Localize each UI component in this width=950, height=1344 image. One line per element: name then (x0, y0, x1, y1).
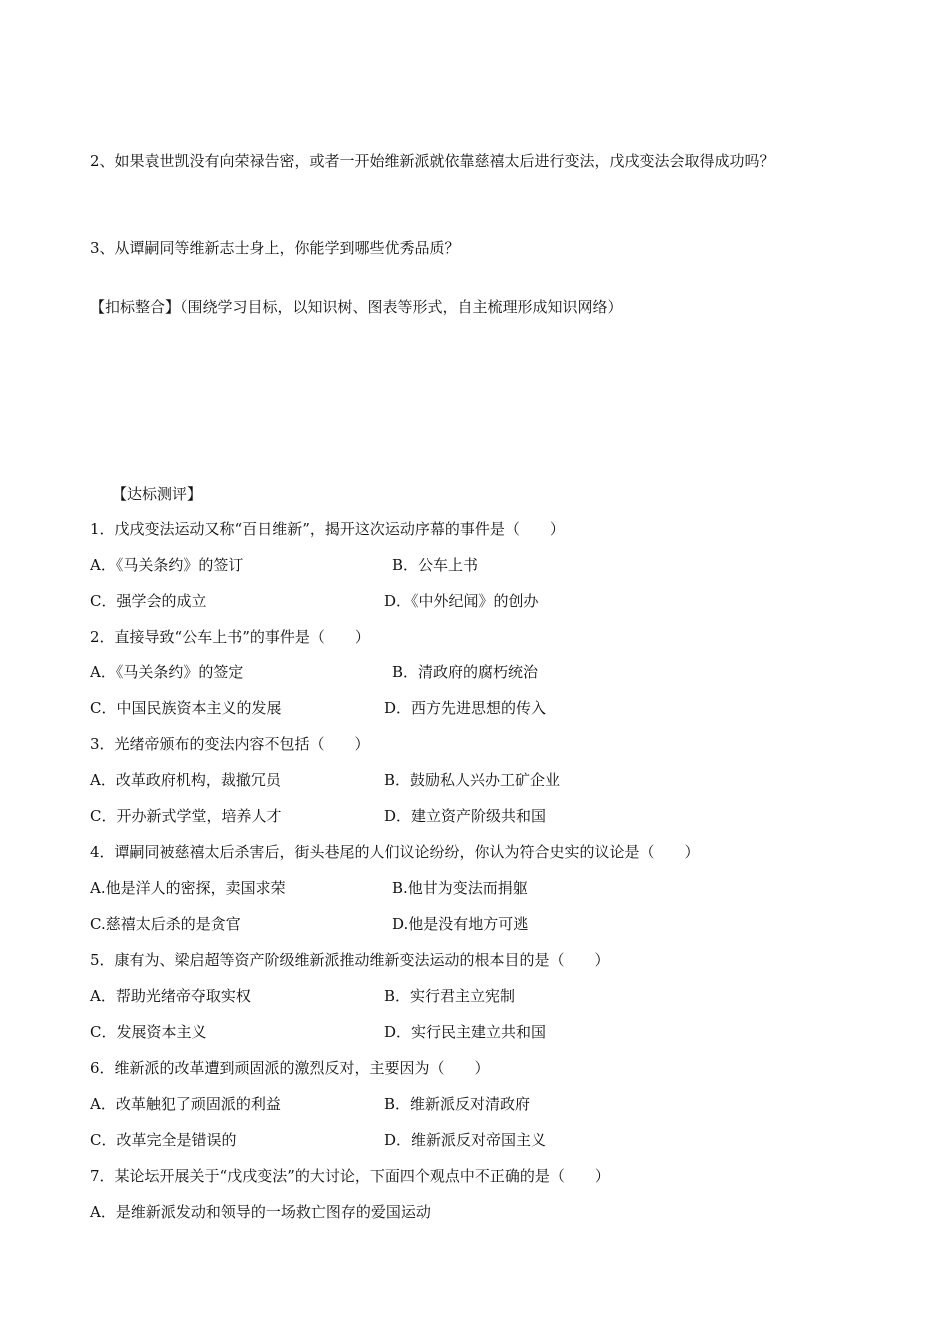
discussion-question-2: 2、如果袁世凯没有向荣禄告密，或者一开始维新派就依靠慈禧太后进行变法，戊戌变法会取得成功吗？ (90, 152, 775, 170)
question-4-option-b: B.他甘为变法而捐躯 (392, 879, 528, 897)
question-3-option-c: C．开办新式学堂，培养人才 (90, 807, 282, 825)
question-2-stem: 2．直接导致“公车上书”的事件是（ ） (90, 628, 370, 646)
question-6-stem: 6．维新派的改革遭到顽固派的激烈反对，主要因为（ ） (90, 1059, 490, 1077)
question-4-option-a: A.他是洋人的密探，卖国求荣 (90, 879, 286, 897)
question-2-option-b: B．清政府的腐朽统治 (392, 663, 539, 681)
question-3-option-d: D．建立资产阶级共和国 (384, 807, 547, 825)
question-5-option-c: C．发展资本主义 (90, 1023, 207, 1041)
integration-heading: 【扣标整合】（围绕学习目标，以知识树、图表等形式，自主梳理形成知识网络） (90, 298, 623, 316)
question-1-option-d: D．《中外纪闻》的创办 (384, 592, 539, 610)
question-7-option-a: A．是维新派发动和领导的一场救亡图存的爱国运动 (90, 1203, 431, 1221)
question-6-option-b: B．维新派反对清政府 (384, 1095, 531, 1113)
question-6-option-a: A．改革触犯了顽固派的利益 (90, 1095, 281, 1113)
question-2-option-c: C．中国民族资本主义的发展 (90, 699, 282, 717)
question-7-stem: 7．某论坛开展关于“戊戌变法”的大讨论，下面四个观点中不正确的是（ ） (90, 1167, 610, 1185)
question-1-option-a: A．《马关条约》的签订 (90, 556, 244, 574)
assessment-heading: 【达标测评】 (112, 485, 203, 503)
question-3-stem: 3．光绪帝颁布的变法内容不包括（ ） (90, 735, 370, 753)
question-1-option-c: C．强学会的成立 (90, 592, 207, 610)
question-5-option-d: D．实行民主建立共和国 (384, 1023, 547, 1041)
question-5-option-b: B．实行君主立宪制 (384, 987, 516, 1005)
question-4-stem: 4．谭嗣同被慈禧太后杀害后，街头巷尾的人们议论纷纷，你认为符合史实的议论是（ ） (90, 843, 700, 861)
question-2-option-d: D．西方先进思想的传入 (384, 699, 547, 717)
question-2-option-a: A．《马关条约》的签定 (90, 663, 244, 681)
question-6-option-d: D．维新派反对帝国主义 (384, 1131, 547, 1149)
question-5-stem: 5．康有为、梁启超等资产阶级维新派推动维新变法运动的根本目的是（ ） (90, 951, 610, 969)
question-1-stem: 1．戊戌变法运动又称“百日维新”，揭开这次运动序幕的事件是（ ） (90, 520, 565, 538)
question-4-option-c: C.慈禧太后杀的是贪官 (90, 915, 241, 933)
question-3-option-a: A．改革政府机构，裁撤冗员 (90, 771, 281, 789)
question-5-option-a: A．帮助光绪帝夺取实权 (90, 987, 251, 1005)
question-4-option-d: D.他是没有地方可逃 (392, 915, 529, 933)
question-3-option-b: B．鼓励私人兴办工矿企业 (384, 771, 561, 789)
discussion-question-3: 3、从谭嗣同等维新志士身上，你能学到哪些优秀品质？ (90, 239, 460, 257)
question-1-option-b: B．公车上书 (392, 556, 479, 574)
question-6-option-c: C．改革完全是错误的 (90, 1131, 237, 1149)
